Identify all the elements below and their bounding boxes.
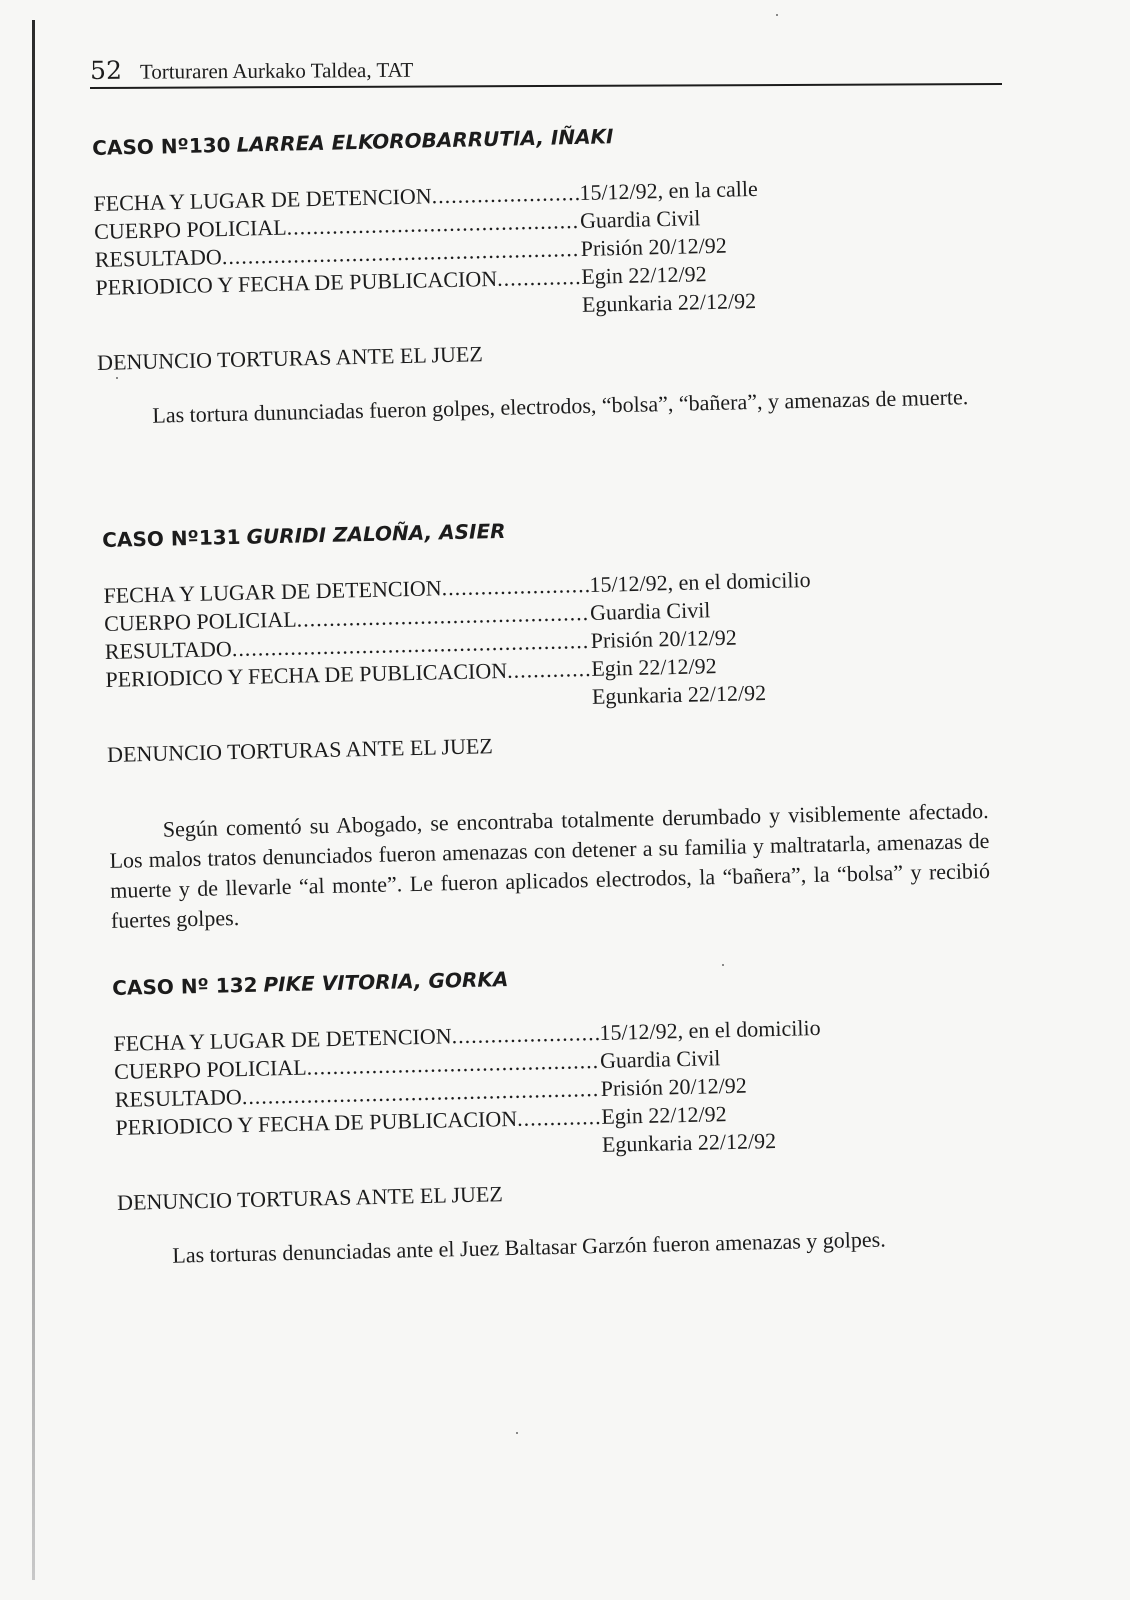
- case-person-name: PIKE VITORIA, GORKA: [263, 967, 509, 997]
- field-value: Guardia Civil: [579, 205, 701, 233]
- denuncio-line: DENUNCIO TORTURAS ANTE EL JUEZ: [116, 1181, 504, 1215]
- case-title: [102, 508, 982, 552]
- field-label: FECHA Y LUGAR DE DETENCION: [103, 575, 442, 608]
- field-value: 15/12/92, en la calle: [579, 175, 759, 205]
- case-paragraph: Las torturas denunciadas ante el Juez Baltasar Garzón fueron amenazas y golpes.: [172, 1226, 886, 1268]
- field-value: Guardia Civil: [589, 597, 711, 625]
- denuncio-line: DENUNCIO TORTURAS ANTE EL JUEZ: [96, 341, 484, 375]
- field-value: Prisión 20/12/92: [590, 624, 738, 653]
- field-value: Guardia Civil: [599, 1045, 721, 1073]
- case-title: [92, 116, 972, 160]
- case-131: [102, 508, 992, 958]
- case-fields: [93, 170, 976, 330]
- scan-speck: [516, 1432, 518, 1434]
- case-fields: [103, 562, 986, 722]
- field-value: Prisión 20/12/92: [600, 1072, 748, 1101]
- field-value-extra: Egunkaria 22/12/92: [591, 679, 767, 709]
- case-person-name: LARREA ELKOROBARRUTIA, IÑAKI: [236, 124, 614, 157]
- field-label: CUERPO POLICIAL: [113, 1054, 307, 1084]
- field-value: Prisión 20/12/92: [580, 232, 728, 261]
- field-label: FECHA Y LUGAR DE DETENCION: [113, 1023, 452, 1056]
- field-value: Egin 22/12/92: [591, 653, 717, 681]
- denuncio-line: DENUNCIO TORTURAS ANTE EL JUEZ: [106, 733, 494, 767]
- field-label: CUERPO POLICIAL: [103, 606, 297, 636]
- field-label: CUERPO POLICIAL: [93, 214, 287, 244]
- field-value: Egin 22/12/92: [581, 261, 707, 289]
- scan-speck: [722, 964, 724, 966]
- case-130: [92, 116, 979, 454]
- field-label: RESULTADO: [114, 1084, 243, 1112]
- case-person-name: GURIDI ZALOÑA, ASIER: [246, 518, 506, 549]
- case-number: CASO Nº130: [92, 132, 231, 160]
- case-number: CASO Nº131: [102, 524, 241, 552]
- field-label: PERIODICO Y FECHA DE PUBLICACION: [105, 657, 508, 692]
- running-head: Torturaren Aurkako Taldea, TAT: [139, 57, 414, 84]
- field-value-extra: Egunkaria 22/12/92: [581, 287, 757, 317]
- scan-speck: [776, 14, 778, 16]
- scan-binding-edge: [32, 20, 35, 1580]
- case-132: [112, 956, 999, 1294]
- field-value: 15/12/92, en el domicilio: [589, 566, 811, 597]
- field-label: RESULTADO: [94, 244, 223, 272]
- scan-speck: [116, 377, 118, 379]
- case-title: [112, 956, 992, 1000]
- field-value-extra: Egunkaria 22/12/92: [601, 1127, 777, 1157]
- case-paragraph: Según comentó su Abogado, se encontraba totalmente derumbado y visiblemente afectado. Los malos tratos denunciados fueron amenazas con detener a su familia y maltratarla, amenazas de muerte y de llevarle “al monte”. Le fueron aplicados electrodos, la “bañera”, la “bolsa” y recibió fuertes golpes.: [109, 797, 991, 933]
- page-number: 52: [90, 55, 123, 85]
- field-value: 15/12/92, en el domicilio: [599, 1014, 821, 1045]
- case-paragraph: Las tortura dununciadas fueron golpes, electrodos, “bolsa”, “bañera”, y amenazas de muerte.: [152, 384, 969, 428]
- case-number: CASO Nº 132: [112, 972, 258, 1000]
- field-label: PERIODICO Y FECHA DE PUBLICACION: [115, 1105, 518, 1140]
- field-label: PERIODICO Y FECHA DE PUBLICACION: [95, 265, 498, 300]
- field-value: Egin 22/12/92: [601, 1101, 727, 1129]
- field-label: FECHA Y LUGAR DE DETENCION: [93, 183, 432, 216]
- case-fields: [113, 1010, 996, 1170]
- page-header: [90, 50, 1002, 85]
- field-label: RESULTADO: [104, 636, 233, 664]
